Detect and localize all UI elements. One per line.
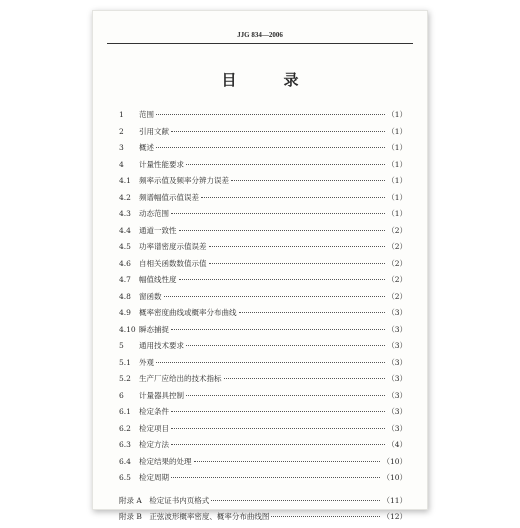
toc-entry-number: 5 xyxy=(119,341,124,350)
dot-leader xyxy=(171,131,385,132)
toc-entry-number: 4.4 xyxy=(119,225,131,235)
toc-entry-page: （2） xyxy=(387,258,407,268)
table-of-contents xyxy=(119,109,407,528)
dot-leader xyxy=(171,213,385,214)
dot-leader xyxy=(186,164,385,165)
toc-entry xyxy=(119,495,407,512)
toc-entry xyxy=(119,307,407,324)
dot-leader xyxy=(164,296,386,297)
toc-entry xyxy=(119,142,407,159)
toc-entry-number: 4.9 xyxy=(119,308,131,317)
dot-leader xyxy=(271,516,380,517)
toc-entry-label: 概述 xyxy=(139,143,154,152)
toc-entry-label: 计量性能要求 xyxy=(139,159,184,169)
toc-entry-label: 生产厂应给出的技术指标 xyxy=(139,374,222,383)
toc-entry-number: 4.5 xyxy=(119,242,131,251)
toc-entry-number: 6.5 xyxy=(119,473,131,482)
toc-entry-page: （3） xyxy=(387,390,407,400)
toc-entry xyxy=(119,390,407,407)
dot-leader xyxy=(171,411,385,412)
toc-entry-number: 5.2 xyxy=(119,374,131,383)
toc-entry xyxy=(119,324,407,341)
toc-entry xyxy=(119,274,407,291)
dot-leader xyxy=(186,395,385,396)
toc-entry-label: 引用文献 xyxy=(139,126,169,136)
toc-entry-number: 4.2 xyxy=(119,192,131,202)
toc-entry-page: （3） xyxy=(387,324,407,334)
toc-entry-page: （10） xyxy=(382,456,407,466)
toc-entry-label: 附录 B 正弦波形概率密度、概率分布曲线图 xyxy=(119,512,270,521)
toc-entry xyxy=(119,192,407,209)
toc-entry-page: （1） xyxy=(387,176,407,185)
toc-title: 目 录 xyxy=(221,71,315,89)
toc-entry-page: （3） xyxy=(387,407,407,416)
dot-leader xyxy=(171,444,385,445)
toc-entry-page: （1） xyxy=(387,159,407,169)
toc-entry-page: （12） xyxy=(382,512,407,521)
toc-entry-page: （2） xyxy=(387,242,407,251)
toc-entry-page: （11） xyxy=(382,495,407,505)
toc-entry xyxy=(119,511,407,528)
toc-entry xyxy=(119,225,407,242)
toc-entry-page: （3） xyxy=(387,357,407,367)
toc-entry xyxy=(119,175,407,192)
toc-entry-page: （3） xyxy=(387,308,407,317)
dot-leader xyxy=(179,230,386,231)
toc-entry-label: 计量器具控制 xyxy=(139,390,184,400)
toc-entry-page: （1） xyxy=(387,110,407,119)
toc-entry-label: 动态范围 xyxy=(139,209,169,218)
toc-entry-number: 4.10 xyxy=(119,324,136,334)
toc-entry xyxy=(119,159,407,176)
toc-entry-number: 4.1 xyxy=(119,176,131,185)
toc-entry xyxy=(119,109,407,126)
toc-entry-page: （2） xyxy=(387,275,407,284)
toc-entry xyxy=(119,472,407,489)
toc-entry xyxy=(119,423,407,440)
document-page xyxy=(92,10,428,521)
toc-entry-page: （1） xyxy=(387,209,407,218)
toc-entry-label: 通道一致性 xyxy=(139,225,177,235)
dot-leader xyxy=(156,147,385,148)
toc-entry-label: 瞬态捕捉 xyxy=(139,324,169,334)
toc-entry-label: 检定项目 xyxy=(139,423,169,433)
dot-leader xyxy=(209,263,386,264)
toc-entry-page: （10） xyxy=(382,473,407,482)
toc-entry-label: 频谱幅值示值误差 xyxy=(139,192,199,202)
dot-leader xyxy=(211,500,380,501)
dot-leader xyxy=(171,477,380,478)
toc-entry-label: 检定条件 xyxy=(139,407,169,416)
toc-entry-number: 3 xyxy=(119,143,124,152)
header-rule xyxy=(107,43,413,44)
toc-entry-number: 2 xyxy=(119,126,124,136)
toc-entry-number: 4.6 xyxy=(119,258,131,268)
dot-leader xyxy=(231,180,385,181)
toc-entry-page: （2） xyxy=(387,291,407,301)
toc-entry-number: 6.4 xyxy=(119,456,131,466)
dot-leader xyxy=(194,461,381,462)
dot-leader xyxy=(171,329,385,330)
toc-entry xyxy=(119,241,407,258)
toc-entry xyxy=(119,439,407,456)
toc-entry-label: 频率示值及频率分辨力误差 xyxy=(139,176,229,185)
toc-entry-number: 4.8 xyxy=(119,291,131,301)
toc-entry-label: 通用技术要求 xyxy=(139,341,184,350)
toc-entry-page: （2） xyxy=(387,225,407,235)
toc-entry-page: （3） xyxy=(387,423,407,433)
toc-entry-label: 外观 xyxy=(139,357,154,367)
dot-leader xyxy=(239,312,386,313)
toc-entry xyxy=(119,208,407,225)
dot-leader xyxy=(224,378,386,379)
toc-entry-number: 6.1 xyxy=(119,407,131,416)
toc-entry-label: 窗函数 xyxy=(139,291,162,301)
toc-entry xyxy=(119,373,407,390)
dot-leader xyxy=(171,428,385,429)
dot-leader xyxy=(179,279,386,280)
toc-entry xyxy=(119,340,407,357)
toc-entry xyxy=(119,456,407,473)
toc-entry-page: （4） xyxy=(387,440,407,449)
toc-entry-label: 范围 xyxy=(139,110,154,119)
dot-leader xyxy=(156,362,385,363)
toc-entry-label: 自相关函数数值示值 xyxy=(139,258,207,268)
toc-entry-label: 功率谱密度示值误差 xyxy=(139,242,207,251)
toc-entry-label: 幅值线性度 xyxy=(139,275,177,284)
dot-leader xyxy=(186,345,385,346)
toc-entry-number: 4.3 xyxy=(119,209,131,218)
dot-leader xyxy=(201,197,385,198)
toc-entry-number: 1 xyxy=(119,110,124,119)
toc-entry-number: 6 xyxy=(119,390,124,400)
toc-entry-label: 检定方法 xyxy=(139,440,169,449)
toc-entry-number: 4.7 xyxy=(119,275,131,284)
toc-entry-number: 5.1 xyxy=(119,357,131,367)
toc-entry-number: 6.2 xyxy=(119,423,131,433)
toc-entry-page: （1） xyxy=(387,143,407,152)
toc-entry-page: （1） xyxy=(387,192,407,202)
toc-entry-number: 6.3 xyxy=(119,440,131,449)
dot-leader xyxy=(209,246,386,247)
toc-entry xyxy=(119,126,407,143)
toc-entry-label: 检定结果的处理 xyxy=(139,456,192,466)
toc-entry-label: 附录 A 检定证书内页格式 xyxy=(119,495,210,505)
toc-entry-label: 检定周期 xyxy=(139,473,169,482)
toc-entry xyxy=(119,357,407,374)
toc-entry-number: 4 xyxy=(119,159,124,169)
toc-entry-page: （3） xyxy=(387,374,407,383)
toc-entry xyxy=(119,406,407,423)
dot-leader xyxy=(156,114,385,115)
standard-code: JJG 834—2006 xyxy=(237,31,283,39)
toc-entry xyxy=(119,258,407,275)
toc-entry-page: （1） xyxy=(387,126,407,136)
toc-entry-page: （3） xyxy=(387,341,407,350)
toc-entry-label: 概率密度曲线或概率分布曲线 xyxy=(139,308,237,317)
toc-entry xyxy=(119,291,407,308)
